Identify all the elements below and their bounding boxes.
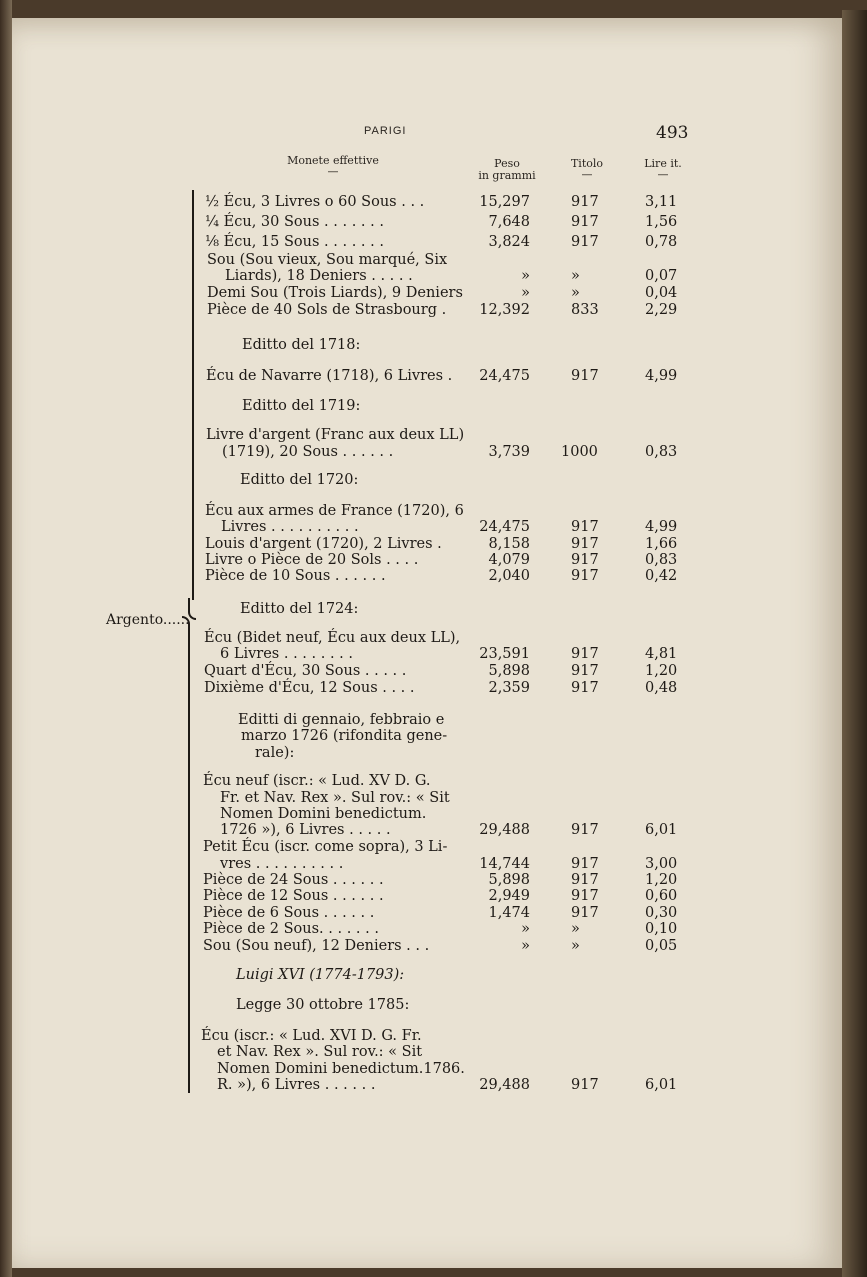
header-titolo-label: Titolo	[570, 157, 604, 170]
coin-description: Editto del 1720:	[240, 472, 359, 488]
peso-value: 24,475	[479, 519, 530, 535]
peso-value: 24,475	[479, 368, 530, 384]
lire-value: 0,05	[645, 938, 678, 954]
coin-description: Legge 30 ottobre 1785:	[236, 997, 410, 1013]
lire-value: 4,99	[645, 519, 678, 535]
titolo-value: »	[571, 938, 580, 954]
coin-description: Pièce de 40 Sols de Strasbourg .	[207, 302, 447, 318]
titolo-value: »	[571, 268, 580, 284]
coin-description: Editti di gennaio, febbraio e	[238, 712, 445, 728]
peso-value: »	[521, 285, 530, 301]
coin-description: Écu de Navarre (1718), 6 Livres .	[206, 368, 453, 384]
header-monete-label: Monete effettive	[287, 154, 379, 167]
lire-value: 0,10	[645, 921, 678, 937]
peso-value: »	[521, 268, 530, 284]
peso-value: 2,949	[488, 888, 530, 904]
running-head: PARIGI	[364, 125, 407, 137]
peso-value: 3,824	[488, 234, 530, 250]
coin-description: Livre d'argent (Franc aux deux LL)	[206, 427, 465, 443]
coin-description: et Nav. Rex ». Sul rov.: « Sit	[217, 1044, 423, 1060]
lire-value: 0,83	[645, 444, 678, 460]
titolo-value: 917	[571, 234, 599, 250]
peso-value: 29,488	[479, 822, 530, 838]
coin-description: ½ Écu, 3 Livres o 60 Sous . . .	[205, 194, 425, 210]
coin-description: Editto del 1718:	[242, 337, 361, 353]
coin-description: Petit Écu (iscr. come sopra), 3 Li-	[203, 839, 448, 855]
lire-value: 1,66	[645, 536, 678, 552]
lire-value: 2,29	[645, 302, 678, 318]
coin-description: Écu (iscr.: « Lud. XVI D. G. Fr.	[201, 1028, 422, 1044]
lire-value: 4,99	[645, 368, 678, 384]
coin-description: Pièce de 24 Sous . . . . . .	[203, 872, 384, 888]
header-dash: —	[327, 165, 339, 178]
titolo-value: 917	[571, 856, 599, 872]
peso-value: 5,898	[488, 872, 530, 888]
coin-description: ¼ Écu, 30 Sous . . . . . . .	[205, 214, 384, 230]
group-label-argento: Argento......	[106, 612, 190, 628]
peso-value: 29,488	[479, 1077, 530, 1093]
lire-value: 0,04	[645, 285, 678, 301]
coin-description: Pièce de 10 Sous . . . . . .	[205, 568, 386, 584]
titolo-value: 917	[571, 214, 599, 230]
peso-value: 2,040	[488, 568, 530, 584]
brace-lower	[188, 638, 190, 1093]
titolo-value: 917	[571, 872, 599, 888]
page-edge-shadow	[842, 10, 867, 1277]
peso-value: 15,297	[479, 194, 530, 210]
coin-description: Quart d'Écu, 30 Sous . . . . .	[204, 663, 407, 679]
coin-description: Livre o Pièce de 20 Sols . . . .	[205, 552, 419, 568]
coin-description: Louis d'argent (1720), 2 Livres .	[205, 536, 442, 552]
lire-value: 0,30	[645, 905, 678, 921]
lire-value: 6,01	[645, 1077, 678, 1093]
coin-description: Nomen Domini benedictum.	[220, 806, 427, 822]
coin-description: rale):	[255, 745, 295, 761]
peso-value: 4,079	[488, 552, 530, 568]
coin-description: (1719), 20 Sous . . . . . .	[222, 444, 394, 460]
header-lire-label: Lire it.	[644, 157, 682, 170]
lire-value: 6,01	[645, 822, 678, 838]
coin-description: Écu aux armes de France (1720), 6	[205, 503, 464, 519]
header-dash: —	[657, 168, 669, 181]
book-spine-edge	[0, 0, 12, 1277]
titolo-value: 917	[571, 194, 599, 210]
coin-description: Pièce de 6 Sous . . . . . .	[203, 905, 375, 921]
titolo-value: 917	[571, 888, 599, 904]
peso-value: 7,648	[488, 214, 530, 230]
coin-description: Nomen Domini benedictum.1786.	[217, 1061, 465, 1077]
titolo-value: 917	[571, 368, 599, 384]
peso-value: »	[521, 921, 530, 937]
titolo-value: 917	[571, 905, 599, 921]
titolo-value: 917	[571, 568, 599, 584]
coin-description: Pièce de 12 Sous . . . . . .	[203, 888, 384, 904]
coin-description: Liards), 18 Deniers . . . . .	[225, 268, 413, 284]
titolo-value: 917	[571, 822, 599, 838]
lire-value: 1,20	[645, 663, 678, 679]
coin-description: Editto del 1724:	[240, 601, 359, 617]
peso-value: 5,898	[488, 663, 530, 679]
peso-value: 23,591	[479, 646, 530, 662]
peso-value: 8,158	[488, 536, 530, 552]
column-header-titolo	[560, 158, 614, 180]
brace-upper	[192, 190, 194, 600]
lire-value: 0,78	[645, 234, 678, 250]
titolo-value: 917	[571, 536, 599, 552]
column-header-monete	[278, 155, 388, 177]
lire-value: 1,20	[645, 872, 678, 888]
titolo-value: 1000	[561, 444, 598, 460]
titolo-value: 917	[571, 646, 599, 662]
titolo-value: 917	[571, 519, 599, 535]
page-number: 493	[656, 123, 689, 143]
coin-description: Livres . . . . . . . . . .	[221, 519, 359, 535]
titolo-value: 917	[571, 680, 599, 696]
titolo-value: »	[571, 921, 580, 937]
column-header-peso	[470, 158, 544, 182]
titolo-value: 917	[571, 1077, 599, 1093]
coin-description: Demi Sou (Trois Liards), 9 Deniers	[207, 285, 463, 301]
coin-description: Pièce de 2 Sous. . . . . . .	[203, 921, 379, 937]
coin-description: R. »), 6 Livres . . . . . .	[217, 1077, 376, 1093]
coin-description: Écu (Bidet neuf, Écu aux deux LL),	[204, 630, 461, 646]
lire-value: 4,81	[645, 646, 678, 662]
lire-value: 1,56	[645, 214, 678, 230]
coin-description: Fr. et Nav. Rex ». Sul rov.: « Sit	[220, 790, 450, 806]
peso-value: »	[521, 938, 530, 954]
peso-value: 12,392	[479, 302, 530, 318]
header-peso-label: Peso	[494, 157, 520, 170]
coin-description: Écu neuf (iscr.: « Lud. XV D. G.	[203, 773, 431, 789]
lire-value: 3,00	[645, 856, 678, 872]
coin-description: Sou (Sou neuf), 12 Deniers . . .	[203, 938, 430, 954]
lire-value: 0,48	[645, 680, 678, 696]
peso-value: 2,359	[488, 680, 530, 696]
coin-description: marzo 1726 (rifondita gene-	[241, 728, 448, 744]
coin-description: 1726 »), 6 Livres . . . . .	[220, 822, 391, 838]
titolo-value: 833	[571, 302, 599, 318]
lire-value: 0,60	[645, 888, 678, 904]
coin-description: Sou (Sou vieux, Sou marqué, Six	[207, 252, 448, 268]
header-dash: —	[581, 168, 593, 181]
coin-description: 6 Livres . . . . . . . .	[220, 646, 353, 662]
coin-description: vres . . . . . . . . . .	[220, 856, 344, 872]
lire-value: 0,07	[645, 268, 678, 284]
lire-value: 0,83	[645, 552, 678, 568]
peso-value: 1,474	[488, 905, 530, 921]
titolo-value: 917	[571, 552, 599, 568]
coin-description: Editto del 1719:	[242, 398, 361, 414]
coin-description: Luigi XVI (1774-1793):	[236, 967, 405, 983]
column-header-lire	[632, 158, 694, 180]
coin-description: ⅛ Écu, 15 Sous . . . . . . .	[205, 234, 384, 250]
lire-value: 3,11	[645, 194, 678, 210]
lire-value: 0,42	[645, 568, 678, 584]
header-peso-sub: in grammi	[478, 169, 536, 182]
titolo-value: »	[571, 285, 580, 301]
coin-description: Dixième d'Écu, 12 Sous . . . .	[204, 680, 415, 696]
peso-value: 14,744	[479, 856, 530, 872]
peso-value: 3,739	[488, 444, 530, 460]
titolo-value: 917	[571, 663, 599, 679]
